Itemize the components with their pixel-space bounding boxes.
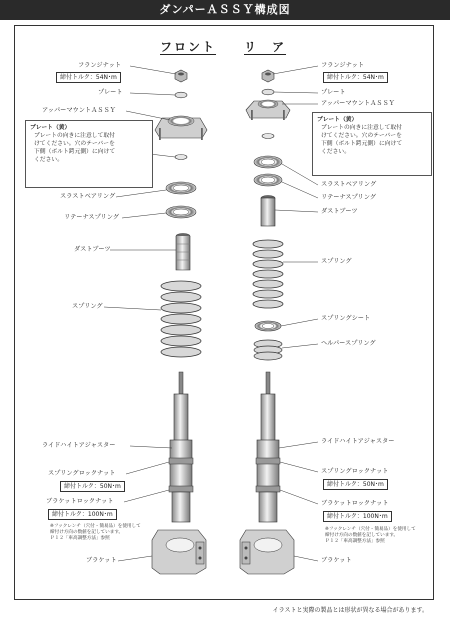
front-ride-height-label: ライドハイトアジャスター bbox=[42, 442, 116, 449]
front-plate-part bbox=[175, 92, 187, 98]
front-plate-yellow-part bbox=[175, 155, 187, 160]
rear-tool-note-line: ※フックレンチ（穴付・簡易品）を使用して bbox=[325, 527, 416, 532]
front-spring-part bbox=[161, 281, 201, 357]
front-flange-nut-part bbox=[175, 70, 187, 82]
rear-retainer-spring-label: リテーナスプリング bbox=[321, 194, 376, 201]
rear-ride-height-label: ライドハイトアジャスター bbox=[321, 438, 395, 445]
front-bracket-label: ブラケット bbox=[86, 557, 117, 564]
front-bracket-part bbox=[152, 530, 206, 574]
note-line: プレートの向きに注意して取付 bbox=[321, 125, 402, 131]
front-spring-lock-nut-label: スプリングロックナット bbox=[48, 470, 116, 477]
front-header: フロント bbox=[160, 40, 217, 54]
front-dust-boot-part bbox=[176, 234, 190, 271]
note-line: 下側（ボルト鍔元側）に向けて bbox=[34, 149, 116, 155]
rear-flange-nut-part bbox=[262, 70, 274, 82]
rear-dust-boot-label: ダストブーツ bbox=[321, 208, 358, 215]
rear-damper-body-part bbox=[256, 372, 280, 522]
front-retainer-spring-part bbox=[166, 206, 196, 218]
rear-tool-note bbox=[325, 527, 416, 545]
rear-bracket-label: ブラケット bbox=[321, 557, 352, 564]
front-torque-50-box: 締付トルク：50N･m bbox=[60, 481, 125, 492]
front-retainer-spring-label: リテーナスプリング bbox=[64, 214, 119, 221]
rear-torque-50-box: 締付トルク：50N･m bbox=[323, 479, 388, 490]
rear-spring-seat-part bbox=[255, 321, 281, 331]
rear-torque-100-box: 締付トルク：100N･m bbox=[323, 511, 392, 522]
front-upper-mount-part bbox=[155, 116, 207, 140]
note-title: プレート（黄） bbox=[30, 125, 71, 131]
front-plate-label: プレート bbox=[98, 89, 123, 96]
rear-spring-part bbox=[253, 240, 283, 308]
rear-plate-label: プレート bbox=[321, 89, 346, 96]
note-line: プレートの向きに注意して取付 bbox=[34, 133, 115, 139]
rear-tool-note-line: Ｐ１２「車高調整方法」参照 bbox=[325, 539, 385, 544]
front-tool-note-line: 締付け方向の数値を記しています。 bbox=[50, 530, 124, 535]
rear-thrust-bearing-label: スラストベアリング bbox=[321, 181, 377, 188]
rear-header: リ ア bbox=[244, 40, 287, 54]
front-damper-body-part bbox=[169, 372, 193, 522]
rear-plate-yellow-part bbox=[262, 134, 274, 139]
page-title: ダンパーＡＳＳＹ構成図 bbox=[0, 0, 450, 20]
rear-upper-mount-label: アッパーマウントＡＳＳＹ bbox=[321, 100, 395, 107]
front-tool-note bbox=[50, 524, 141, 542]
front-thrust-bearing-part bbox=[166, 182, 196, 194]
rear-spring-label: スプリング bbox=[321, 258, 352, 265]
rear-bracket-lock-nut-label: ブラケットロックナット bbox=[321, 500, 389, 507]
rear-bracket-part bbox=[240, 530, 294, 574]
front-plate-note bbox=[25, 120, 153, 188]
front-dust-boot-label: ダストブーツ bbox=[74, 246, 111, 253]
rear-upper-mount-part bbox=[246, 100, 290, 120]
note-line: 下側（ボルト鍔元側）に向けて bbox=[321, 141, 403, 147]
front-spring-label: スプリング bbox=[72, 303, 103, 310]
rear-dust-boot-part bbox=[261, 196, 275, 227]
rear-plate-part bbox=[262, 89, 274, 95]
front-torque-100-box: 締付トルク：100N･m bbox=[48, 509, 117, 520]
front-flange-nut-label: フランジナット bbox=[78, 62, 122, 69]
rear-helper-spring-part bbox=[254, 340, 282, 360]
rear-spring-lock-nut-label: スプリングロックナット bbox=[321, 468, 389, 475]
rear-spring-seat-label: スプリングシート bbox=[321, 315, 371, 322]
note-line: けてください。穴のテーパーを bbox=[34, 141, 115, 147]
front-thrust-bearing-label: スラストベアリング bbox=[60, 193, 116, 200]
rear-tool-note-line: 締付け方向の数値を記しています。 bbox=[325, 533, 399, 538]
note-line: ください。 bbox=[34, 157, 63, 163]
front-upper-mount-label: アッパーマウントＡＳＳＹ bbox=[42, 107, 116, 114]
rear-plate-note bbox=[312, 112, 432, 176]
note-line: けてください。穴のテーパーを bbox=[321, 133, 402, 139]
front-torque-54-box: 締付トルク：54N･m bbox=[56, 72, 121, 83]
rear-helper-spring-label: ヘルパースプリング bbox=[321, 340, 376, 347]
footer-disclaimer: イラストと実際の製品とは形状が異なる場合があります。 bbox=[272, 607, 428, 614]
front-bracket-lock-nut-label: ブラケットロックナット bbox=[46, 498, 114, 505]
rear-retainer-spring-part bbox=[254, 174, 282, 186]
front-tool-note-line: Ｐ１２「車高調整方法」参照 bbox=[50, 536, 110, 541]
front-tool-note-line: ※フックレンチ（穴付・簡易品）を使用して bbox=[50, 524, 141, 529]
note-title: プレート（黄） bbox=[317, 117, 358, 123]
rear-flange-nut-label: フランジナット bbox=[321, 62, 365, 69]
rear-thrust-bearing-part bbox=[254, 156, 282, 168]
note-line: ください。 bbox=[321, 149, 350, 155]
rear-torque-54-box: 締付トルク：54N･m bbox=[323, 72, 388, 83]
